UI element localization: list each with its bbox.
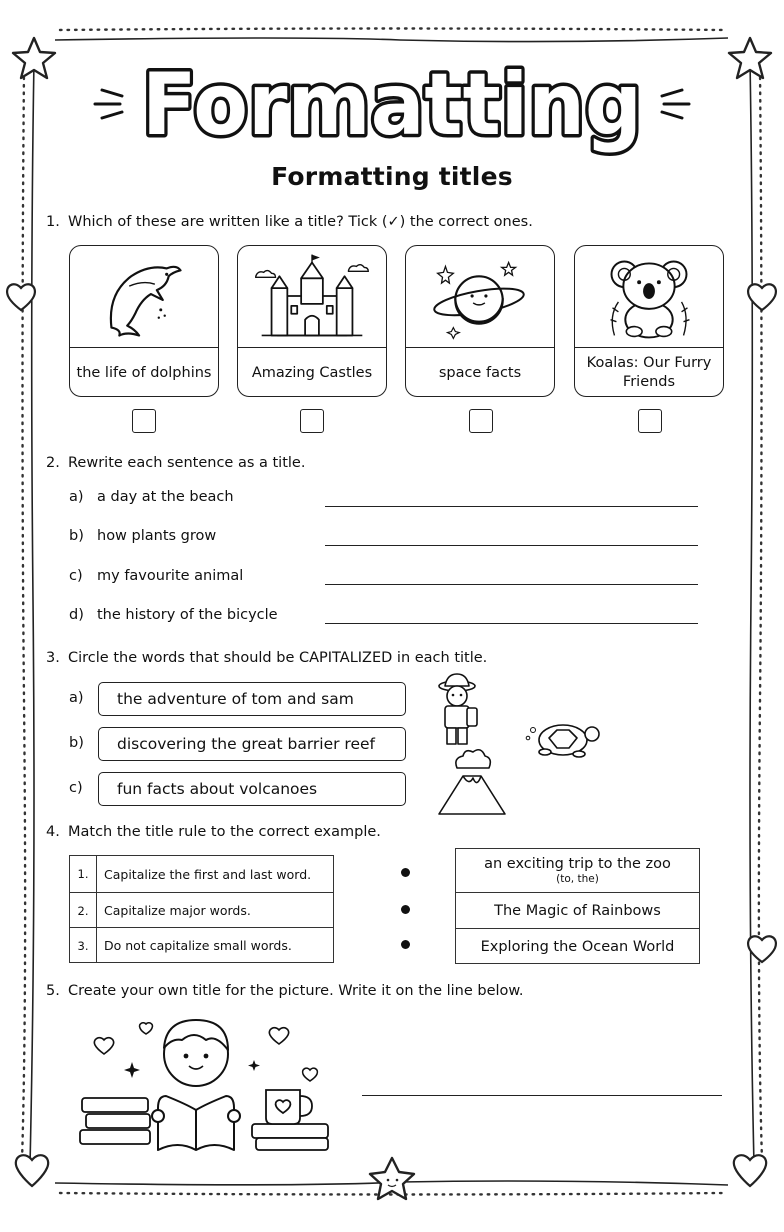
question-2-prompt <box>46 455 305 471</box>
turtle-icon <box>539 725 599 757</box>
child-icon <box>152 1020 240 1150</box>
item-letter: a) <box>69 690 84 706</box>
sentence-text: my favourite animal <box>97 568 244 584</box>
example-cell[interactable] <box>456 849 699 892</box>
rule-row <box>70 892 333 928</box>
explorer-boy-icon <box>439 674 477 744</box>
subtitle: Formatting titles <box>271 162 513 191</box>
item-letter: b) <box>69 528 84 544</box>
title-pill[interactable]: the adventure of tom and sam <box>98 682 406 716</box>
planet-icon <box>406 246 554 347</box>
question-1-prompt <box>46 214 533 230</box>
match-dot-3[interactable] <box>401 940 410 949</box>
question-5-prompt <box>46 983 524 999</box>
match-dot-1[interactable] <box>401 868 410 877</box>
card-koalas <box>574 245 724 397</box>
item-letter: b) <box>69 735 84 751</box>
card-space <box>405 245 555 397</box>
question-text: Circle the words that should be CAPITALIZED in each title. <box>68 650 488 666</box>
item-letter: c) <box>69 780 83 796</box>
answer-line-b[interactable] <box>325 545 698 546</box>
question-number: 5. <box>46 983 60 999</box>
item-letter: c) <box>69 568 83 584</box>
q3-illustrations <box>425 672 615 822</box>
example-text: an exciting trip to the zoo <box>484 856 671 872</box>
question-number: 2. <box>46 455 60 471</box>
volcano-icon <box>439 750 505 814</box>
rule-text: Capitalize major words. <box>104 903 251 918</box>
main-title-area <box>0 46 784 166</box>
tick-box-castles[interactable] <box>300 409 324 433</box>
card-caption: Koalas: Our Furry Friends <box>575 347 723 397</box>
dolphin-icon <box>70 246 218 347</box>
koala-icon <box>575 246 723 347</box>
rule-row <box>70 927 333 963</box>
question-text: Which of these are written like a title? Tick (✓) the correct ones. <box>68 214 533 230</box>
question-text: Match the title rule to the correct example. <box>68 824 381 840</box>
example-text: Exploring the Ocean World <box>480 938 675 955</box>
tick-box-space[interactable] <box>469 409 493 433</box>
question-text: Create your own title for the picture. Write it on the line below. <box>68 983 524 999</box>
answer-line-c[interactable] <box>325 584 698 585</box>
question-number: 3. <box>46 650 60 666</box>
main-title <box>0 46 784 166</box>
tick-box-koalas[interactable] <box>638 409 662 433</box>
example-cell[interactable] <box>456 892 699 928</box>
match-dot-2[interactable] <box>401 905 410 914</box>
castle-icon <box>238 246 386 347</box>
example-cell[interactable] <box>456 928 699 964</box>
star-icon <box>370 1158 414 1199</box>
question-number: 1. <box>46 214 60 230</box>
card-dolphins <box>69 245 219 397</box>
answer-line-a[interactable] <box>325 506 698 507</box>
title-pill[interactable]: discovering the great barrier reef <box>98 727 406 761</box>
rule-text: Capitalize the first and last word. <box>104 866 312 882</box>
card-caption: the life of dolphins <box>70 347 218 397</box>
card-caption: space facts <box>406 347 554 397</box>
question-4-prompt <box>46 824 381 840</box>
question-number: 4. <box>46 824 60 840</box>
sentence-text: how plants grow <box>97 528 217 544</box>
rule-text: Do not capitalize small words. <box>104 938 292 953</box>
own-title-answer-line[interactable] <box>362 1095 722 1096</box>
sentence-text: a day at the beach <box>97 489 234 505</box>
question-text: Rewrite each sentence as a title. <box>68 455 306 471</box>
examples-table <box>455 848 700 964</box>
reading-child-illustration <box>66 1012 338 1158</box>
tick-box-dolphins[interactable] <box>132 409 156 433</box>
question-3-prompt <box>46 650 487 666</box>
answer-line-d[interactable] <box>325 623 698 624</box>
item-letter: a) <box>69 489 84 505</box>
rule-number: 3. <box>70 928 97 963</box>
main-title-text: Formatting <box>142 55 642 155</box>
card-caption: Amazing Castles <box>238 347 386 397</box>
title-pill[interactable]: fun facts about volcanoes <box>98 772 406 806</box>
rule-row <box>70 856 333 892</box>
example-text: The Magic of Rainbows <box>494 902 661 919</box>
item-letter: d) <box>69 607 84 623</box>
card-castles <box>237 245 387 397</box>
rule-number: 1. <box>70 856 97 892</box>
example-hint: (to, the) <box>556 873 599 885</box>
sentence-text: the history of the bicycle <box>97 607 278 623</box>
rules-table <box>69 855 334 963</box>
rule-number: 2. <box>70 893 97 928</box>
mug-icon <box>266 1090 312 1124</box>
